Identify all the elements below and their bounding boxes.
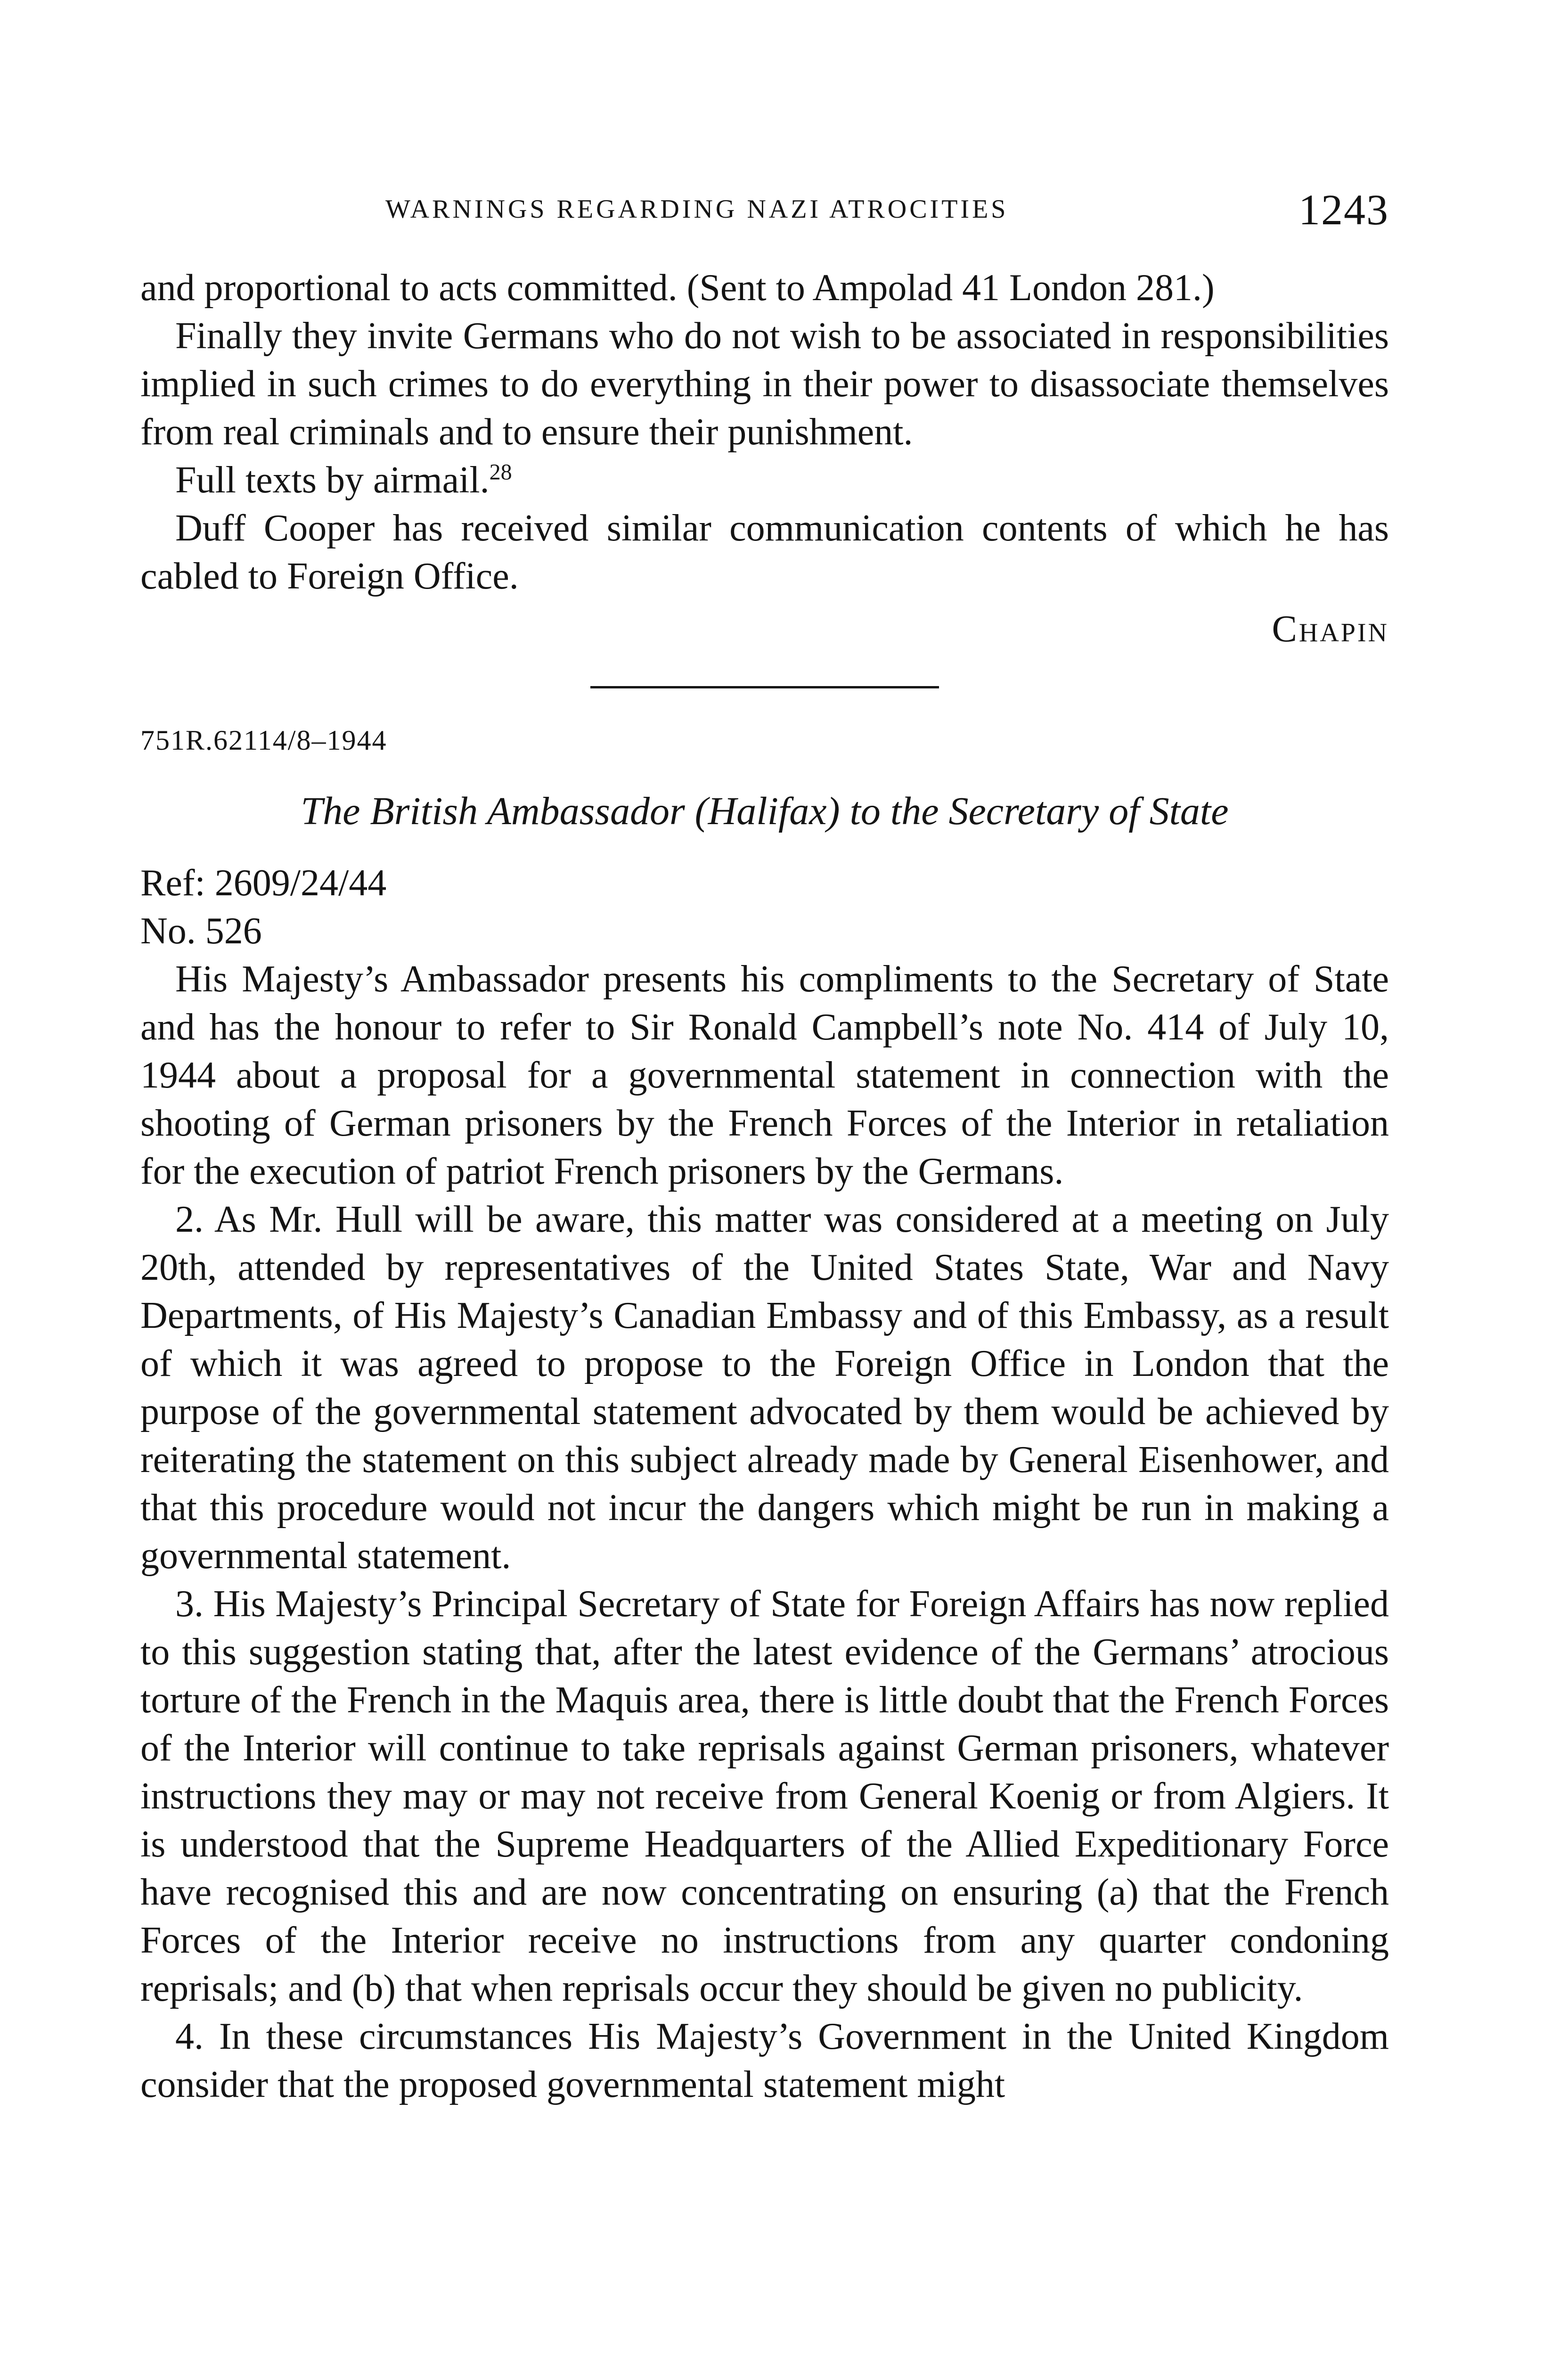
document-title-name: (Halifax) (694, 789, 840, 833)
document-title-recipient: to the Secretary of State (849, 789, 1229, 833)
paragraph: Duff Cooper has received similar communication contents of which he has cabled to Foreign Office. (140, 507, 1389, 597)
paragraph-text: Full texts by airmail. (175, 459, 490, 501)
section-divider (590, 686, 939, 688)
footnote-marker: 28 (489, 459, 512, 485)
document-title (140, 787, 1389, 835)
number-line: No. 526 (140, 910, 262, 952)
paragraph: 3. His Majesty’s Principal Secretary of State for Foreign Affairs has now replied to this suggestion stating that, after the latest evidence of the Germans’ atrocious torture of the French in the Maquis area, there is little doubt that the French Forces of the Interior will continue to take reprisals against German prisoners, whatever instructions they may or may not receive from General Koenig or from Algiers. It is understood that the Supreme Headquarters of the Allied Expeditionary Force have recognised this and are now concentrating on ensuring (a) that the French Forces of the Interior receive no instructions from any quarter condoning reprisals; and (b) that when reprisals occur they should be given no publicity. (140, 1583, 1389, 2009)
paragraph: Finally they invite Germans who do not wish to be associated in responsibilities implied in such crimes to do everything in their power to disassociate themselves from real criminals and to ensure their punishment. (140, 315, 1389, 453)
paragraph: 2. As Mr. Hull will be aware, this matter was considered at a meeting on July 20th, attended by representatives of the United States State, War and Navy Departments, of His Majesty’s Canadian Embassy and of this Embassy, as a result of which it was agreed to propose to the Foreign Office in London that the purpose of the governmental statement advocated by them would be achieved by reiterating the statement on this subject already made by General Eisenhower, and that this procedure would not incur the dangers which might be run in making a governmental statement. (140, 1199, 1389, 1577)
reference-line: Ref: 2609/24/44 (140, 862, 387, 904)
page-number: 1243 (1298, 186, 1389, 234)
running-title: WARNINGS REGARDING NAZI ATROCITIES (385, 195, 1009, 224)
continuation-paragraph: and proportional to acts committed. (Sent to Ampolad 41 London 281.) (140, 267, 1215, 309)
document-title-sender: The British Ambassador (301, 789, 685, 833)
paragraph: 4. In these circumstances His Majesty’s Government in the United Kingdom consider that the proposed governmental statement might (140, 2016, 1389, 2105)
page-body (140, 264, 1389, 2109)
signature: Chapin (1272, 608, 1389, 650)
running-head (140, 185, 1389, 237)
file-reference: 751R.62114/8–1944 (140, 725, 387, 756)
paragraph (140, 456, 1389, 504)
paragraph: His Majesty’s Ambassador presents his compliments to the Secretary of State and has the honour to refer to Sir Ronald Campbell’s note No. 414 of July 10, 1944 about a proposal for a governmental statement in connection with the shooting of German prisoners by the French Forces of the Interior in retaliation for the execution of patriot French prisoners by the Germans. (140, 958, 1389, 1192)
